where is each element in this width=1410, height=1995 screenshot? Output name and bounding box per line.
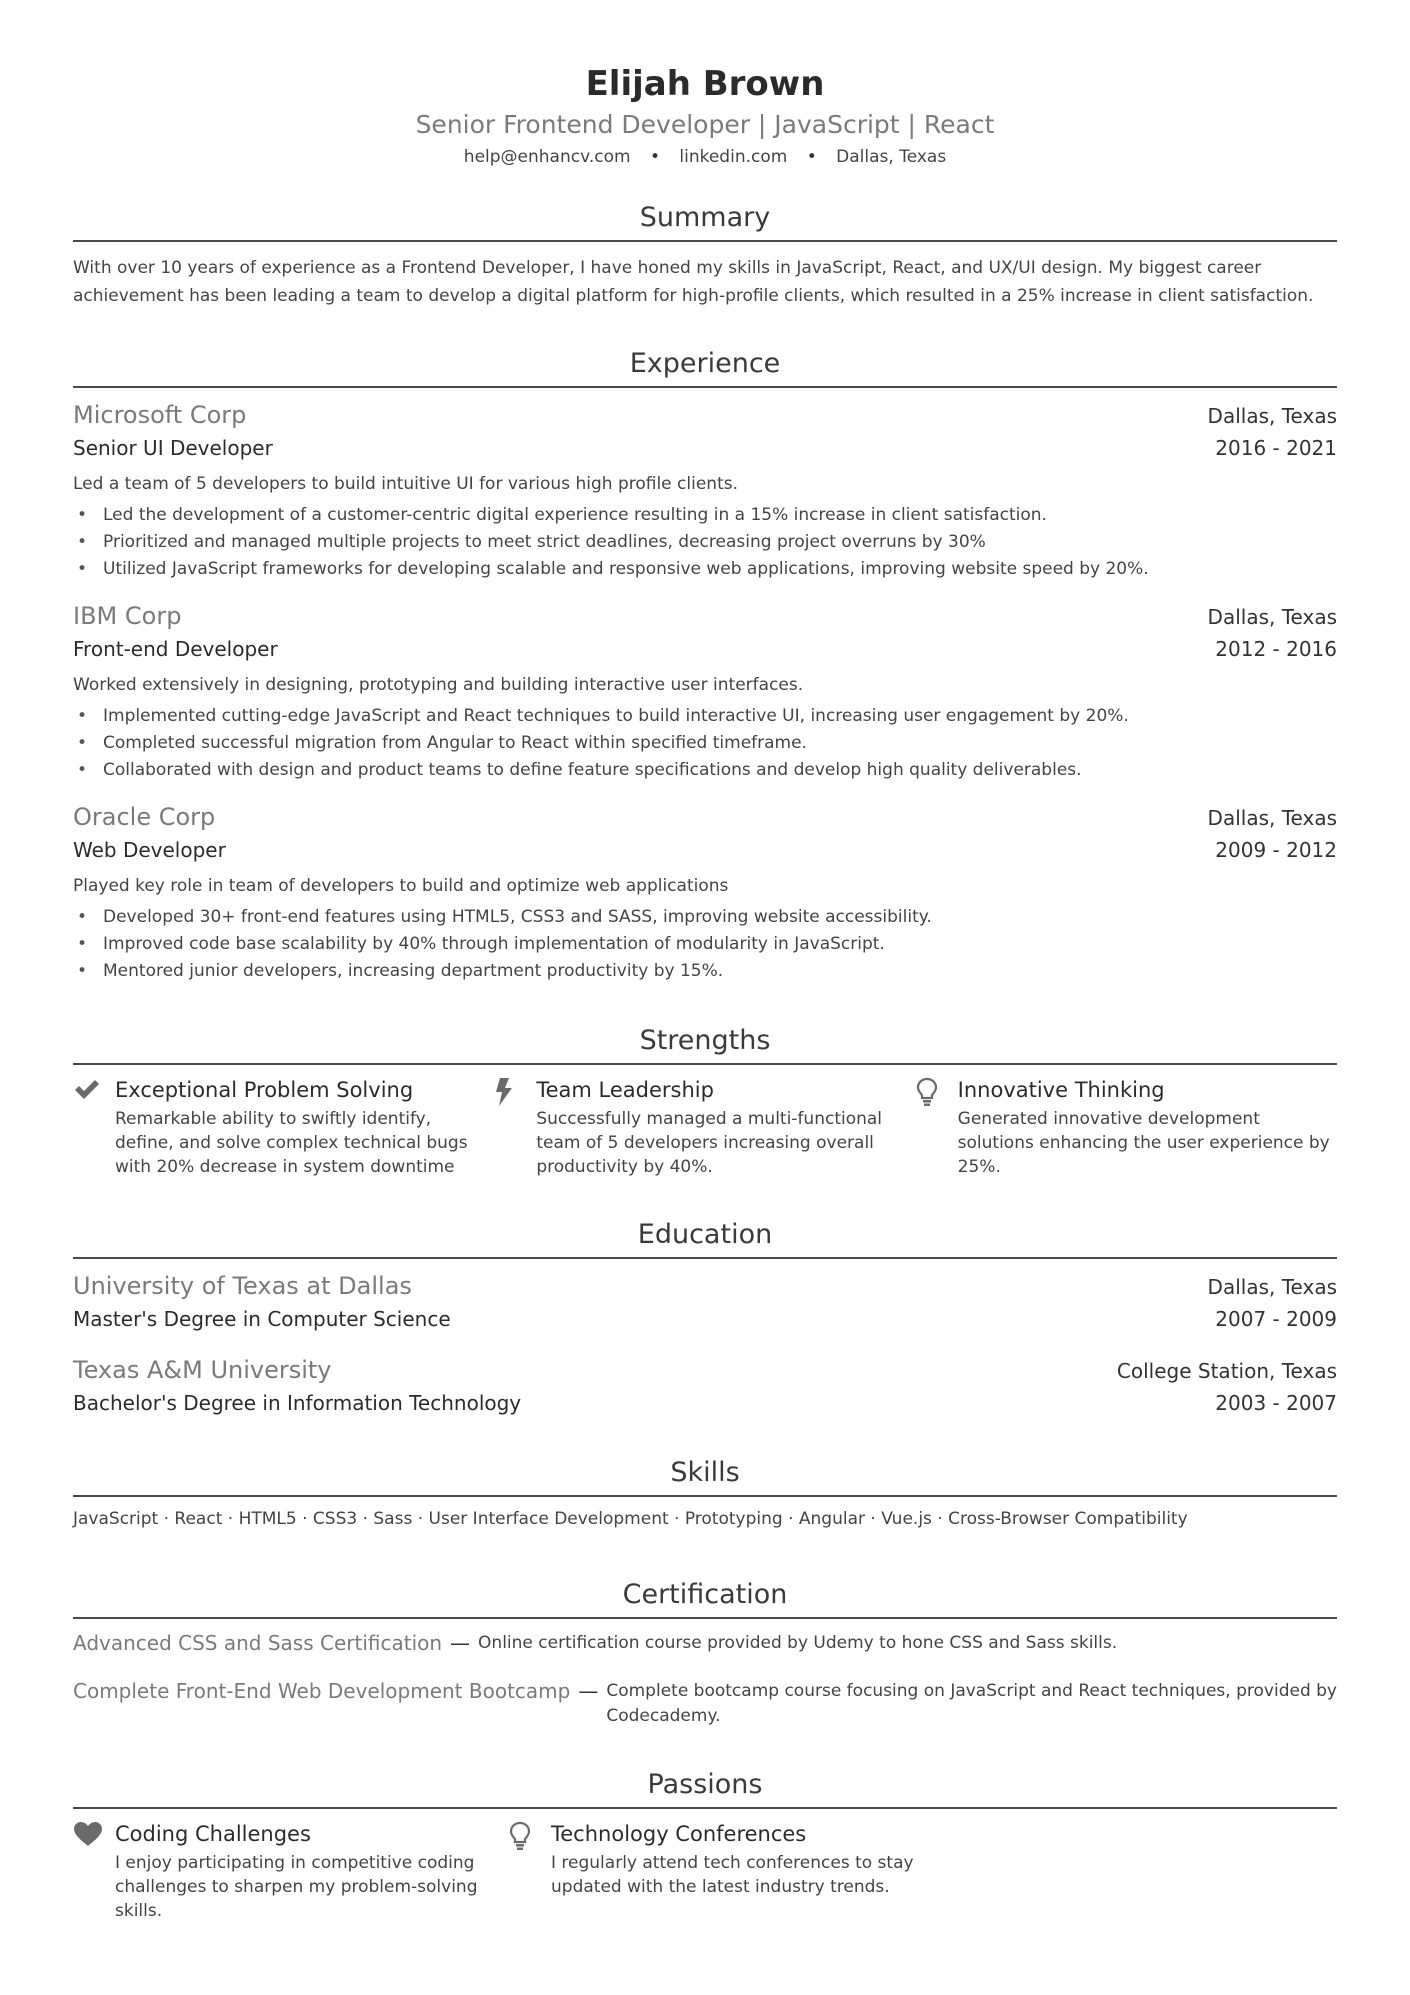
job-bullet: • Improved code base scalability by 40% through implementation of modularity in JavaScript. [103,931,1337,958]
job-location: Dallas, Texas [1207,605,1337,629]
strength-item [73,1075,494,1179]
checkmark-icon [73,1075,115,1179]
passion-text: I enjoy participating in competitive coding challenges to sharpen my problem-solving skills. [115,1853,478,1921]
contact-separator: • [649,147,660,167]
experience-entry [73,599,1337,784]
certification-name: Advanced CSS and Sass Certification [73,1631,443,1655]
summary-text: With over 10 years of experience as a Frontend Developer, I have honed my skills in JavaScript, React, and UX/UI design. My biggest career achievement has been leading a team to develop a digital platform for high-profile clients, which resulted in a 25% increase in client satisfaction. [73,258,1314,306]
contact-location: Dallas, Texas [836,147,947,167]
education-dates: 2007 - 2009 [1215,1307,1337,1331]
job-dates: 2012 - 2016 [1215,637,1337,661]
strength-title: Exceptional Problem Solving [115,1078,414,1102]
passion-item [509,1819,945,1923]
lightning-icon [494,1075,536,1179]
resume-header [73,0,1337,170]
strength-item [494,1075,915,1179]
candidate-name: Elijah Brown [585,64,825,104]
certification-entry [73,1677,1337,1729]
strengths-list [73,1075,1337,1179]
section-title-experience: Experience [73,346,1337,388]
job-description: Played key role in team of developers to build and optimize web applications [73,876,729,896]
skills-list: JavaScript · React · HTML5 · CSS3 · Sass · User Interface Development · Prototyping · Angular · Vue.js · Cross-Browser Compatibility [73,1509,1188,1529]
school-location: College Station, Texas [1116,1359,1337,1383]
school-name: Texas A&M University [73,1356,332,1384]
job-bullet: • Completed successful migration from Angular to React within specified timeframe. [103,730,1337,757]
job-title: Front-end Developer [73,637,278,661]
degree-name: Master's Degree in Computer Science [73,1307,451,1331]
section-title-education: Education [73,1217,1337,1259]
education-entry [73,1353,1337,1419]
strength-text: Successfully managed a multi-functional team of 5 developers increasing overall productivity by 40%. [536,1109,883,1177]
experience-entry [73,398,1337,583]
section-title-skills: Skills [73,1455,1337,1497]
lightbulb-icon [509,1819,551,1923]
certification-description: Online certification course provided by Udemy to hone CSS and Sass skills. [478,1633,1118,1653]
candidate-headline: Senior Frontend Developer | JavaScript | React [415,110,995,139]
passions-section [73,1767,1337,1923]
company-name: IBM Corp [73,602,182,630]
section-title-certification: Certification [73,1577,1337,1619]
certification-dash: — [450,1631,471,1655]
heart-icon [73,1819,115,1923]
strength-text: Remarkable ability to swiftly identify, define, and solve complex technical bugs with 20% decrease in system downtime [115,1109,468,1177]
job-bullets [73,904,1337,985]
job-location: Dallas, Texas [1207,806,1337,830]
job-bullet: • Developed 30+ front-end features using HTML5, CSS3 and SASS, improving website accessibility. [103,904,1337,931]
passion-item [73,1819,509,1923]
job-dates: 2016 - 2021 [1215,436,1337,460]
contact-separator: • [806,147,817,167]
contact-line [73,144,1337,170]
contact-linkedin[interactable]: linkedin.com [679,147,788,167]
school-name: University of Texas at Dallas [73,1272,412,1300]
experience-entry [73,800,1337,985]
job-description: Worked extensively in designing, prototyping and building interactive user interfaces. [73,675,804,695]
job-bullet: • Implemented cutting-edge JavaScript and React techniques to build interactive UI, increasing user engagement by 20%. [103,703,1337,730]
education-section [73,1217,1337,1419]
passions-list [73,1819,1337,1923]
job-bullet: • Prioritized and managed multiple projects to meet strict deadlines, decreasing project overruns by 30% [103,529,1337,556]
lightbulb-icon [916,1075,958,1179]
skills-section [73,1455,1337,1533]
certification-section [73,1577,1337,1729]
job-title: Senior UI Developer [73,436,273,460]
job-bullets [73,502,1337,583]
strength-title: Innovative Thinking [957,1078,1165,1102]
section-title-passions: Passions [73,1767,1337,1809]
degree-name: Bachelor's Degree in Information Technology [73,1391,522,1415]
job-bullets [73,703,1337,784]
section-title-strengths: Strengths [73,1023,1337,1065]
school-location: Dallas, Texas [1207,1275,1337,1299]
passion-title: Technology Conferences [551,1822,807,1846]
strengths-section [73,1023,1337,1179]
company-name: Oracle Corp [73,803,216,831]
job-bullet: • Mentored junior developers, increasing department productivity by 15%. [103,958,1337,985]
job-location: Dallas, Texas [1207,404,1337,428]
job-bullet: • Led the development of a customer-centric digital experience resulting in a 15% increase in client satisfaction. [103,502,1337,529]
summary-section [73,200,1337,310]
job-title: Web Developer [73,838,226,862]
certification-dash: — [578,1679,599,1703]
passion-text: I regularly attend tech conferences to stay updated with the latest industry trends. [551,1853,914,1897]
strength-title: Team Leadership [536,1078,714,1102]
education-entry [73,1269,1337,1335]
experience-section [73,346,1337,985]
strength-text: Generated innovative development solutions enhancing the user experience by 25%. [957,1109,1330,1177]
job-bullet: • Collaborated with design and product teams to define feature specifications and develop high quality deliverables. [103,757,1337,784]
section-title-summary: Summary [73,200,1337,242]
education-dates: 2003 - 2007 [1215,1391,1337,1415]
certification-entry [73,1629,1337,1657]
certification-name: Complete Front-End Web Development Bootcamp [73,1679,571,1703]
contact-email[interactable]: help@enhancv.com [463,147,631,167]
passion-title: Coding Challenges [115,1822,311,1846]
certification-description: Complete bootcamp course focusing on JavaScript and React techniques, provided by Codecademy. [606,1681,1337,1726]
job-dates: 2009 - 2012 [1215,838,1337,862]
job-bullet: • Utilized JavaScript frameworks for developing scalable and responsive web applications, improving website speed by 20%. [103,556,1337,583]
strength-item [916,1075,1337,1179]
company-name: Microsoft Corp [73,401,247,429]
job-description: Led a team of 5 developers to build intuitive UI for various high profile clients. [73,474,738,494]
